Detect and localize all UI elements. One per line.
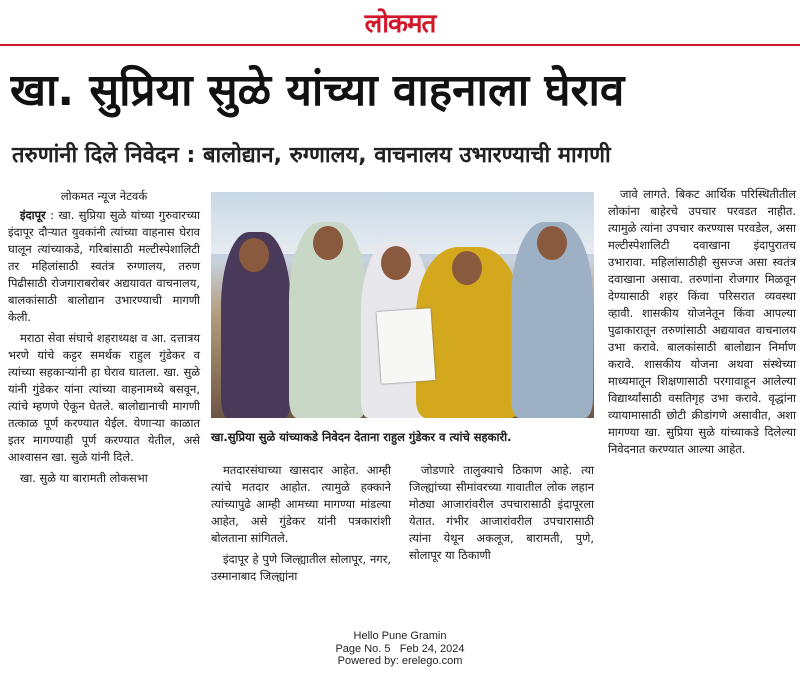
article-column-4	[608, 186, 796, 462]
memorandum-paper	[377, 308, 436, 384]
paragraph: जोडणारे तालुक्याचे ठिकाण आहे. त्या जिल्ह्यांच्या सीमांवरच्या गावातील लोक लहान मोठ्या आजारांवरील उपचारासाठी इंदापूरला येतात. गंभीर आजारांवरील उपचारासाठी त्यांना येथून अकलूज, बारामती, पुणे, सोलापूर या ठिकाणी	[409, 463, 594, 562]
page-footer	[0, 630, 800, 668]
paragraph-text: : खा. सुप्रिया सुळे यांच्या गुरुवारच्या इंदापूर दौऱ्यात युवकांनी त्यांच्या वाहनास घेराव घालून त्यांच्याकडे, गरिबांसाठी मल्टीस्पेशालिटी तर महिलांसाठी स्वतंत्र रुग्णालय, तरुण पिढीसाठी रोजगाराबरोबर अद्ययावत वाचनालय, बालकांसाठी बालोद्यान उभारण्याची मागणी केली.	[8, 208, 201, 324]
edition-name: Hello Pune Gramin	[353, 630, 447, 642]
article-headline: खा. सुप्रिया सुळे यांच्या वाहनाला घेराव	[10, 65, 625, 116]
photo-person	[511, 222, 593, 418]
masthead-divider	[0, 44, 800, 46]
newspaper-masthead	[0, 0, 800, 44]
masthead-logo: लोकमत	[364, 9, 436, 39]
paragraph: इंदापूर हे पुणे जिल्ह्यातील सोलापूर, नगर, उस्मानाबाद जिल्ह्यांना	[211, 552, 391, 583]
photo-caption: खा.सुप्रिया सुळे यांच्याकडे निवेदन देताना राहुल गुंडेकर व त्यांचे सहकारी.	[211, 430, 512, 444]
byline: लोकमत न्यूज नेटवर्क	[60, 189, 148, 203]
article-column-2	[211, 462, 391, 589]
paragraph: जावे लागते. बिकट आर्थिक परिस्थितीतील लोकांना बाहेरचे उपचार परवडत नाहीत. त्यामुळे त्यांना उपचार करण्यास परवडेल, असा मल्टीस्पेशालिटी दवाखाना इंदापुरातच उभारावा. महिलांसाठीही सुसज्ज असा स्वतंत्र दवाखाना असावा. तरुणांना रोजगार मिळवून देण्यासाठी शहर किंवा परिसरात व्यवस्था व्हावी. शासकीय योजनेतून किंवा आपल्या पुढाकारातून तरुणांसाठी अद्ययावत वाचनालय उभा करावे. बालकांसाठी बालोद्यान निर्माण करावे. शासकीय योजना अथवा संस्थेच्या माध्यमातून शिक्षणासाठी परगावाहून आलेल्या विद्यार्थ्यांसाठी वसतिगृह उभा करावे. वृद्धांना व्यायामासाठी छोटी क्रीडांगणे असावीत, अशा मागण्या खा. सुप्रिया सुळे यांच्याकडे दिलेल्या निवेदनात करण्यात आल्या आहेत.	[608, 187, 796, 456]
article-column-3	[409, 462, 594, 568]
photo-person	[221, 232, 291, 418]
powered-by: Powered by: erelego.com	[337, 655, 463, 667]
paragraph	[8, 207, 200, 326]
dateline: इंदापूर	[20, 208, 46, 222]
news-photo	[211, 192, 594, 418]
article-column-1	[8, 188, 200, 491]
paragraph: खा. सुळे या बारामती लोकसभा	[20, 471, 148, 485]
page-date-line	[0, 643, 800, 656]
paragraph: मतदारसंघाच्या खासदार आहेत. आम्ही त्यांचे मतदार आहोत. त्यामुळे हक्काने त्यांच्यापुढे आम्ही आमच्या मागण्या मांडल्या आहेत, असे गुंडेकर यांनी पत्रकारांशी बोलताना सांगितले.	[211, 463, 391, 545]
photo-person	[289, 222, 367, 418]
publish-date: Feb 24, 2024	[399, 642, 465, 655]
paragraph: मराठा सेवा संघाचे शहराध्यक्ष व आ. दत्तात्रय भरणे यांचे कट्टर समर्थक राहुल गुंडेकर व त्यांच्या सहकाऱ्यांनी हा घेराव घातला. खा. सुळे यांनी गुंडेकर यांना त्यांच्या वाहनामध्ये बसवून, त्यांचे म्हणणे ऐकून घेतले. बालोद्यानाची मागणी तत्काळ पूर्ण करण्यात येईल. येणाऱ्या काळात इतर मागण्याही पूर्ण करण्यात येतील, असे आश्वासन खा. सुळे यांनी दिले.	[8, 331, 200, 464]
article-subheadline: तरुणांनी दिले निवेदन : बालोद्यान, रुग्णालय, वाचनालय उभारण्याची मागणी	[12, 143, 611, 168]
page-number: Page No. 5	[335, 642, 391, 655]
